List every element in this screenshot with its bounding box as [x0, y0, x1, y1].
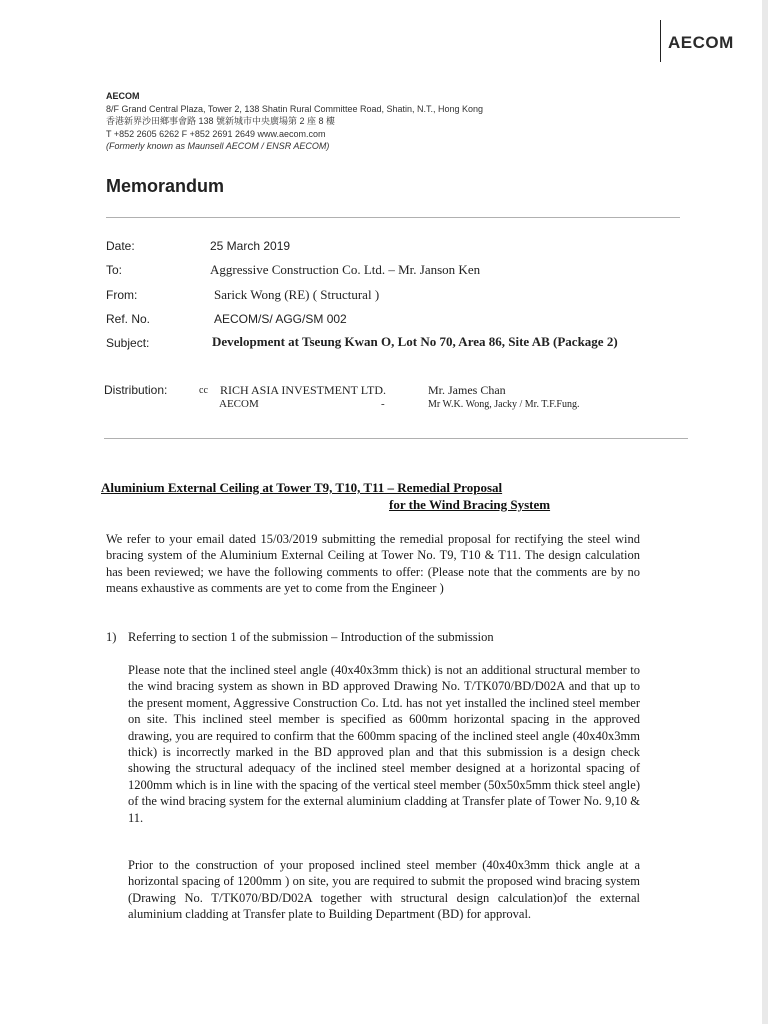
address-line-chinese: 香港新界沙田鄉事會路 138 號新城市中央廣場第 2 座 8 樓: [106, 116, 336, 127]
page-edge-shadow: [762, 0, 768, 1024]
ref-label: Ref. No.: [106, 312, 151, 326]
memo-heading-line-2: for the Wind Bracing System: [389, 497, 551, 512]
to-label: To:: [106, 263, 123, 277]
company-address-block: [106, 90, 483, 153]
memo-heading-line-1: Aluminium External Ceiling at Tower T9, T10, T11 – Remedial Proposal: [101, 480, 503, 495]
item-1-paragraph-1: Please note that the inclined steel angle (40x40x3mm thick) is not an additional structural member to the wind bracing system as shown in BD approved Drawing No. T/TK070/BD/D02A and that up to the present moment, Aggressive Construction Co. Ltd. has not yet installed the inclined steel member on site. This inclined steel member is specified as 600mm horizontal spacing in the approved drawing, you are required to confirm that the 600mm spacing of the inclined steel angle (40x40x3mm thick) is incorrectly marked in the BD approved plan and that this submission is a design check showing the structural adequacy of the inclined steel member designed at a horizontal spacing of 1200mm which is in line with the spacing of the vertical steel member (50x50x5mm thick steel angle) of the wind bracing system for the external aluminium cladding at Transfer plate of Tower No. 9,10 & 11.: [128, 663, 640, 825]
intro-paragraph: We refer to your email dated 15/03/2019 submitting the remedial proposal for rectifying the steel wind bracing system of the Aluminium External Ceiling at Tower No. T9, T10 & T11. The design calculation has been reviewed; we have the following comments to offer: (Please note that the comments are by no means exhaustive as comments are yet to come from the Engineer ): [106, 532, 640, 596]
distribution-org-2: AECOM: [219, 398, 259, 410]
item-1-paragraph-2: Prior to the construction of your proposed inclined steel member (40x40x3mm thick angle at a horizontal spacing of 1200mm ) on site, you are required to submit the proposed wind bracing system (Drawing No. T/TK070/BD/D02A together with structural design calculation)of the external aluminium cladding at Transfer plate to Building Department (BD) for approval.: [128, 858, 640, 922]
distribution-label: Distribution:: [104, 383, 168, 397]
logo-divider: [660, 20, 661, 62]
distribution-org-1: RICH ASIA INVESTMENT LTD.: [220, 383, 387, 397]
address-former-name: (Formerly known as Maunsell AECOM / ENSR AECOM): [106, 141, 330, 152]
subject-value: Development at Tseung Kwan O, Lot No 70, Area 86, Site AB (Package 2): [212, 334, 618, 349]
date-label: Date:: [106, 239, 135, 253]
item-1-heading: Referring to section 1 of the submission – Introduction of the submission: [128, 630, 494, 644]
ref-value: AECOM/S/ AGG/SM 002: [214, 312, 347, 326]
date-value: 25 March 2019: [210, 239, 291, 253]
item-1-number: 1): [106, 630, 117, 644]
address-line-english: 8/F Grand Central Plaza, Tower 2, 138 Shatin Rural Committee Road, Shatin, N.T., Hong Kong: [106, 103, 484, 114]
address-company: AECOM: [106, 91, 140, 101]
distribution-dash: -: [381, 398, 385, 410]
address-contact-line: T +852 2605 6262 F +852 2691 2649 www.aecom.com: [106, 128, 326, 139]
from-label: From:: [106, 288, 138, 302]
memo-title: Memorandum: [106, 176, 225, 196]
subject-label: Subject:: [106, 336, 150, 350]
distribution-person-1: Mr. James Chan: [428, 383, 506, 397]
distribution-divider: [104, 438, 688, 439]
from-value: Sarick Wong (RE) ( Structural ): [214, 287, 380, 302]
header-divider: [106, 217, 680, 218]
to-value: Aggressive Construction Co. Ltd. – Mr. Janson Ken: [210, 262, 481, 277]
distribution-person-2: Mr W.K. Wong, Jacky / Mr. T.F.Fung.: [428, 399, 580, 410]
aecom-logo: AECOM: [668, 33, 734, 52]
distribution-cc: cc: [199, 385, 208, 396]
